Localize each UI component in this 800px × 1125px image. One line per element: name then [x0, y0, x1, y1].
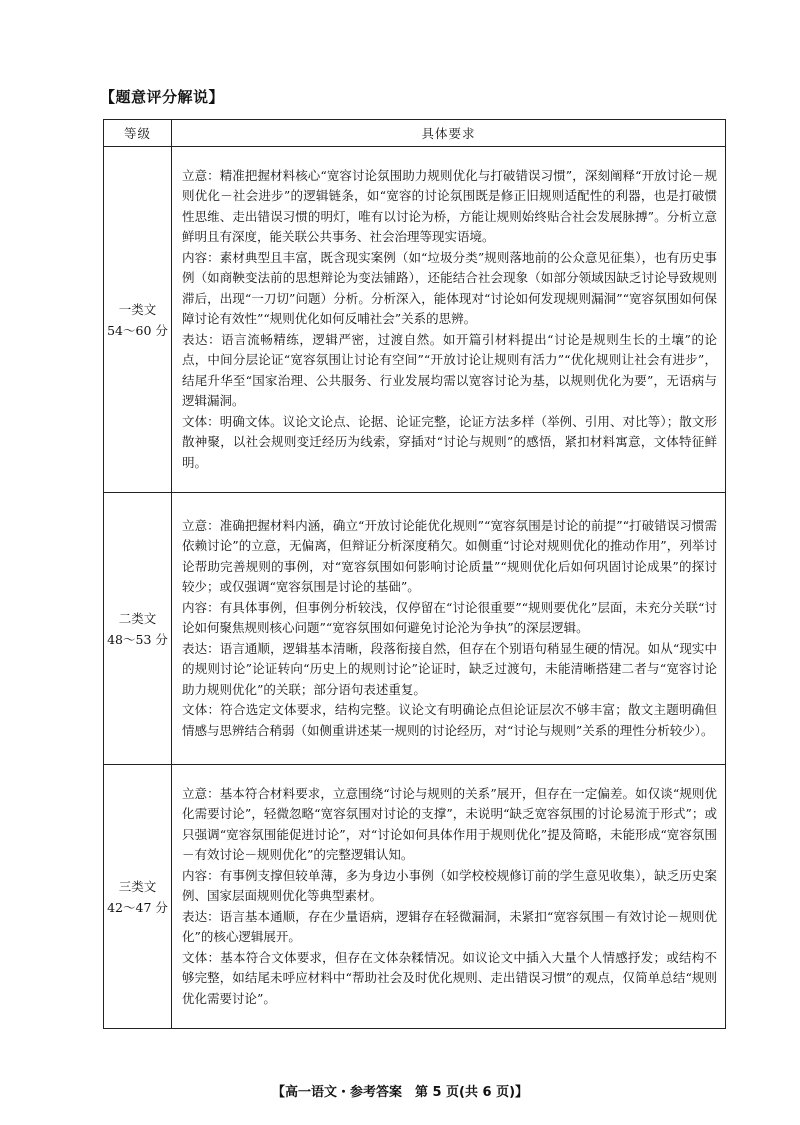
requirement-paragraph: 文体：基本符合文体要求，但存在文体杂糅情况。如议论文中插入大量个人情感抒发；或结构不够完整，如结尾未呼应材料中“帮助社会及时优化规则、走出错误习惯”的观点，仅简单总结“规则优化需要讨论”。: [182, 949, 717, 1006]
requirement-paragraph: 表达：语言基本通顺，存在少量语病，逻辑存在轻微漏洞，未紧扣“宽容氛围－有效讨论－规则优化”的核心逻辑展开。: [182, 908, 717, 945]
grade-cell: [104, 147, 172, 493]
rubric-table: [103, 119, 726, 1029]
grade-cell: [104, 765, 172, 1029]
requirement-paragraph: 立意：精准把握材料核心“宽容讨论氛围助力规则优化与打破错误习惯”，深刻阐释“开放讨论－规则优化－社会进步”的逻辑链条，如“宽容的讨论氛围既是修正旧规则适配性的利器，也是打破惯性思维、走出错误习惯的明灯，唯有以讨论为桥，方能让规则始终贴合社会发展脉搏”。分析立意鲜明且有深度，能关联公共事务、社会治理等现实语境。: [182, 167, 717, 245]
table-row: [104, 147, 726, 493]
grade-score: 48～53 分: [107, 631, 168, 647]
table-row: [104, 493, 726, 765]
requirement-paragraph: 文体：符合选定文体要求，结构完整。议论文有明确论点但论证层次不够丰富；散文主题明确但情感与思辨结合稍弱（如侧重讲述某一规则的讨论经历，对“讨论与规则”关系的理性分析较少）。: [182, 702, 717, 738]
header-grade: 等级: [104, 120, 172, 147]
grade-score: 54～60 分: [107, 322, 168, 338]
requirement-paragraph: 表达：语言流畅精练，逻辑严密，过渡自然。如开篇引材料提出“讨论是规则生长的土壤”的论点，中间分层论证“宽容氛围让讨论有空间”“开放讨论让规则有活力”“优化规则让社会有进步”，结尾升华至“国家治理、公共服务、行业发展均需以宽容讨论为基，以规则优化为要”，无语病与逻辑漏洞。: [182, 331, 717, 409]
requirement-paragraph: 表达：语言通顺，逻辑基本清晰，段落衔接自然，但存在个别语句稍显生硬的情况。如从“现实中的规则讨论”论证转向“历史上的规则讨论”论证时，缺乏过渡句，未能清晰搭建二者与“宽容讨论助力规则优化”的关联；部分语句表述重复。: [182, 640, 717, 697]
table-row: [104, 765, 726, 1029]
requirement-paragraph: 内容：有具体事例，但事例分析较浅，仅停留在“讨论很重要”“规则要优化”层面，未充分关联“讨论如何聚焦规则核心问题”“宽容氛围如何避免讨论沦为争执”的深层逻辑。: [182, 599, 717, 636]
requirement-cell: [172, 147, 726, 493]
grade-name: 一类文: [118, 301, 157, 317]
requirement-paragraph: 立意：基本符合材料要求，立意围绕“讨论与规则的关系”展开，但存在一定偏差。如仅谈“规则优化需要讨论”，轻微忽略“宽容氛围对讨论的支撑”，未说明“缺乏宽容氛围的讨论易流于形式”；或只强调“宽容氛围能促进讨论”，对“讨论如何具体作用于规则优化”提及简略，未能形成“宽容氛围－有效讨论－规则优化”的完整逻辑认知。: [182, 785, 717, 863]
grade-name: 三类文: [118, 878, 157, 894]
requirement-paragraph: 内容：素材典型且丰富，既含现实案例（如“垃圾分类”规则落地前的公众意见征集），也有历史事例（如商鞅变法前的思想辩论为变法铺路），还能结合社会现象（如部分领域因缺乏讨论导致规则滞后，出现“一刀切”问题）分析。分析深入，能体现对“讨论如何发现规则漏洞”“宽容氛围如何保障讨论有效性”“规则优化如何反哺社会”关系的思辨。: [182, 249, 717, 327]
header-requirements: 具体要求: [172, 120, 726, 147]
grade-score: 42～47 分: [107, 899, 168, 915]
grade-cell: [104, 493, 172, 765]
requirement-cell: [172, 765, 726, 1029]
grade-name: 二类文: [118, 610, 157, 626]
requirement-cell: [172, 493, 726, 765]
requirement-paragraph: 立意：准确把握材料内涵，确立“开放讨论能优化规则”“宽容氛围是讨论的前提”“打破错误习惯需依赖讨论”的立意，无偏离，但辩证分析深度稍欠。如侧重“讨论对规则优化的推动作用”，列举讨论帮助完善规则的事例，对“宽容氛围如何影响讨论质量”“规则优化后如何巩固讨论成果”的探讨较少；或仅强调“宽容氛围是讨论的基础”。: [182, 517, 717, 595]
requirement-paragraph: 内容：有事例支撑但较单薄，多为身边小事例（如学校校规修订前的学生意见收集），缺乏历史案例、国家层面规则优化等典型素材。: [182, 867, 717, 904]
section-title: 【题意评分解说】: [100, 88, 225, 106]
table-header-row: [104, 120, 726, 147]
page-footer: 【高一语文・参考答案 第 5 页(共 6 页)】: [271, 1085, 529, 1100]
requirement-paragraph: 文体：明确文体。议论文论点、论据、论证完整，论证方法多样（举例、引用、对比等）；散文形散神聚，以社会规则变迁经历为线索，穿插对“讨论与规则”的感悟，紧扣材料寓意，文体特征鲜明。: [182, 413, 717, 470]
